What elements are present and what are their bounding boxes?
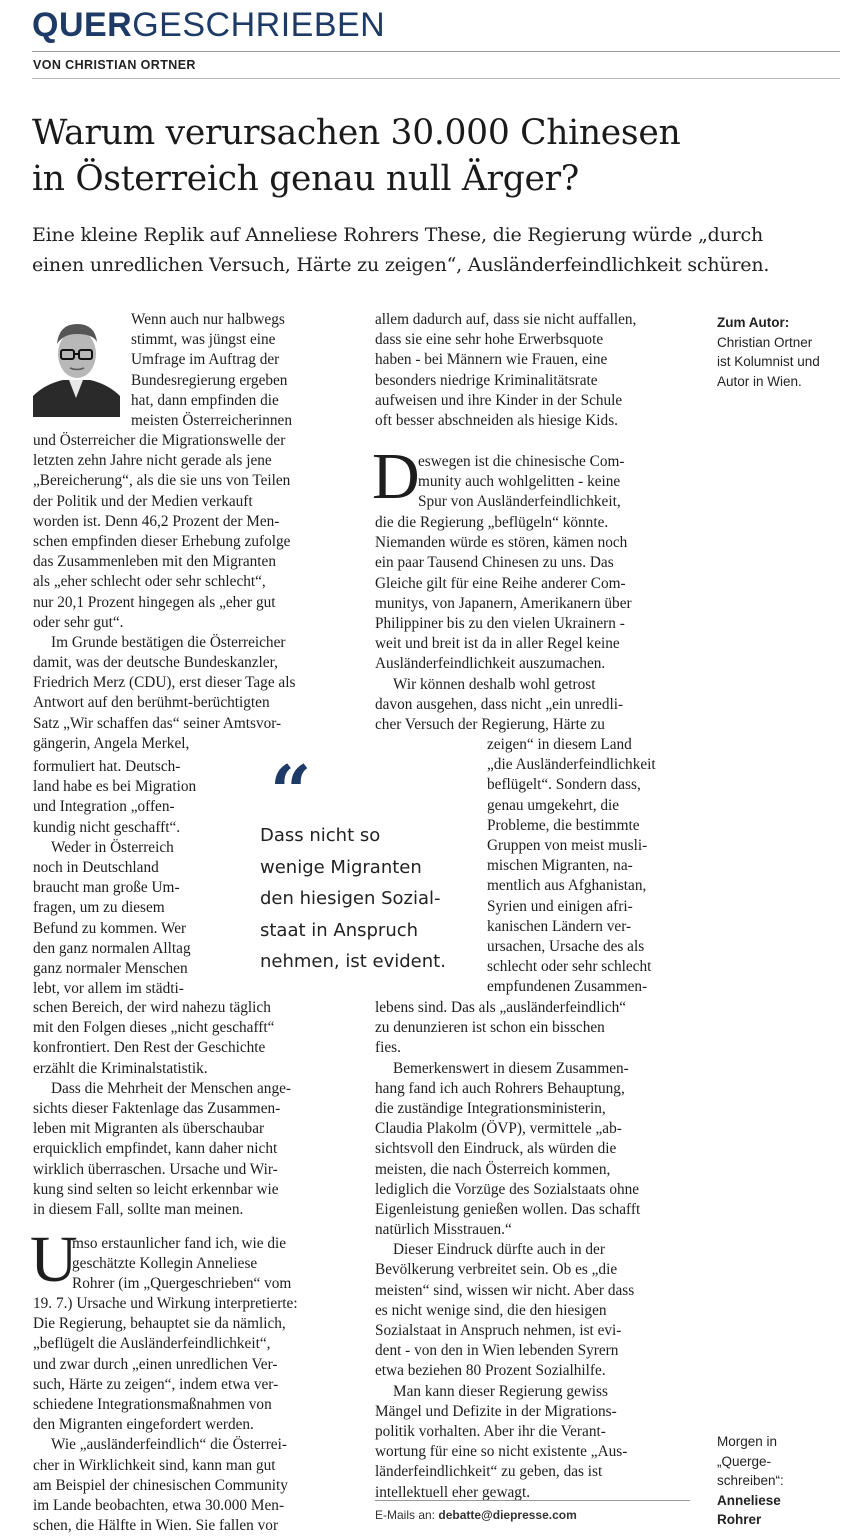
text-line: Weder in Österreich — [51, 838, 174, 856]
text-line: hang fand ich auch Rohrers Behauptung, — [375, 1079, 625, 1097]
author-info-heading: Zum Autor: — [717, 315, 790, 330]
text-line: und Österreicher die Migrationswelle der — [33, 432, 286, 449]
drop-cap-u: U — [30, 1223, 78, 1296]
pull-quote-line: staat in Anspruch — [260, 919, 419, 941]
headline-line: Warum verursachen 30.000 Chinesen — [32, 113, 681, 153]
subhead-line: Eine kleine Replik auf Anneliese Rohrers These, die Regierung würde „durch — [32, 224, 763, 246]
author-portrait — [33, 314, 120, 417]
drop-cap-d: D — [372, 440, 420, 513]
text-line: und zwar durch „einen unredlichen Ver- — [33, 1355, 278, 1373]
article-column-2-top — [375, 310, 636, 431]
article-column-2-bottom — [375, 998, 640, 1503]
text-line: natürlich Misstrauen.“ — [375, 1221, 512, 1239]
text-line: schen empfinden dieser Erhebung zufolge — [33, 532, 291, 550]
text-line: Gleiche gilt für eine Reihe anderer Com- — [375, 574, 626, 592]
text-line: „die Ausländerfeindlichkeit — [487, 756, 656, 774]
text-line: leben mit Migranten als überschaubar — [33, 1120, 265, 1138]
article-column-2-body — [375, 513, 632, 735]
text-line: munity auch wohlgelitten - keine — [418, 473, 621, 491]
text-line: genau umgekehrt, die — [487, 796, 620, 814]
text-line: in diesem Fall, sollte man meinen. — [33, 1200, 244, 1218]
text-line: kundig nicht geschafft“. — [33, 818, 181, 836]
author-info-line: ist Kolumnist und — [717, 354, 820, 369]
text-line: das Zusammenleben mit den Migranten — [33, 553, 276, 571]
article-column-1-dropcap-lines — [72, 1234, 291, 1295]
text-line: Eigenleistung genießen wollen. Das schafft — [375, 1200, 641, 1218]
text-line: kanischen Ländern ver- — [487, 917, 632, 935]
text-line: politik vorhalten. Aber ihr die Verant- — [375, 1422, 606, 1440]
text-line: formuliert hat. Deutsch- — [33, 758, 181, 775]
section-masthead: QUERGESCHRIEBEN — [32, 6, 386, 44]
text-line: meisten, die nach Österreich kommen, — [375, 1160, 611, 1178]
text-line: Sozialstaat in Anspruch nehmen, ist evi- — [375, 1322, 622, 1339]
text-line: es nicht wenige sind, die den hiesigen — [375, 1301, 607, 1319]
text-line: länderfeindlichkeit“ zu geben, das ist — [375, 1463, 603, 1481]
text-line: Gruppen von meist musli- — [487, 836, 648, 854]
email-link[interactable]: debatte@diepresse.com — [438, 1508, 577, 1522]
text-line: 19. 7.) Ursache und Wirkung interpretierte: — [33, 1295, 298, 1312]
author-info — [717, 313, 820, 391]
text-line: munitys, von Japanern, Amerikanern über — [375, 594, 632, 612]
text-line: am Beispiel der chinesischen Community — [33, 1476, 288, 1494]
headline-line: in Österreich genau null Ärger? — [32, 159, 579, 199]
text-line: ein paar Tausend Chinesen zu uns. Das — [375, 554, 614, 572]
text-line: sichts dieser Faktenlage das Zusammen- — [33, 1099, 281, 1117]
text-line: Claudia Plakolm (ÖVP), vermittele „ab- — [375, 1120, 622, 1138]
pull-quote-line: Dass nicht so — [260, 825, 381, 846]
text-line: als „eher schlecht oder sehr schlecht“, — [33, 573, 266, 591]
text-line: konfrontiert. Den Rest der Geschichte — [33, 1039, 266, 1057]
text-line: die die Regierung „beflügeln“ könnte. — [375, 514, 609, 531]
text-line: Umfrage im Auftrag der — [131, 351, 280, 369]
text-line: Mängel und Defizite in der Migrations- — [375, 1402, 617, 1420]
text-line: der Politik und der Medien verkauft — [33, 492, 253, 510]
text-line: Wenn auch nur halbwegs — [131, 311, 285, 328]
text-line: cher in Wirklichkeit sind, kann man gut — [33, 1456, 276, 1474]
author-info-line: Christian Ortner — [717, 334, 813, 350]
subhead — [32, 220, 852, 280]
text-line: fies. — [375, 1039, 401, 1057]
text-line: meisten“ sind, wissen wir nicht. Aber dass — [375, 1281, 635, 1299]
article-column-2-narrow — [487, 735, 656, 997]
next-column-teaser — [717, 1432, 784, 1530]
text-line: etwa beziehen 80 Prozent Sozialhilfe. — [375, 1362, 606, 1380]
text-line: Niemanden würde es stören, kämen noch — [375, 534, 628, 552]
text-line: Bemerkenswert in diesem Zusammen- — [393, 1059, 629, 1077]
text-line: mentlich aus Afghanistan, — [487, 877, 647, 895]
text-line: mischen Migranten, na- — [487, 857, 633, 875]
text-line: fragen, um zu diesem — [33, 899, 165, 917]
text-line: schlecht oder sehr schlecht — [487, 958, 652, 976]
text-line: schen, die Hälfte in Wien. Sie fallen vor — [33, 1517, 279, 1535]
text-line: lediglich die Vorzüge des Sozialstaats ohne — [375, 1180, 640, 1198]
text-line: oder sehr gut“. — [33, 613, 124, 631]
text-line: Bundesregierung ergeben — [131, 371, 288, 389]
text-line: ganz normaler Menschen — [33, 959, 188, 977]
text-line: erquicklich empfindet, kann daher nicht — [33, 1140, 278, 1158]
text-line: mso erstaunlicher fand ich, wie die — [72, 1235, 287, 1252]
footer-rule — [375, 1500, 690, 1501]
text-line: beflügelt“. Sondern dass, — [487, 776, 641, 794]
text-line: Wir können deshalb wohl getrost — [393, 675, 596, 693]
text-line: aufweisen und ihre Kinder in der Schule — [375, 391, 623, 409]
text-line: besonders niedrige Kriminalitätsrate — [375, 371, 598, 389]
pull-quote-line: wenige Migranten — [260, 856, 422, 878]
text-line: Bevölkerung verbreitet sein. Ob es „die — [375, 1261, 618, 1279]
article-column-2-dropcap-lines — [418, 452, 624, 513]
text-line: hat, dann empfinden die — [131, 391, 279, 409]
text-line: „Bereicherung“, als die sie uns von Teilen — [33, 472, 291, 490]
text-line: Die Regierung, behauptet sie da nämlich, — [33, 1315, 286, 1333]
headline — [32, 110, 852, 202]
article-column-1-bottom — [33, 1294, 298, 1536]
author-info-line: Autor in Wien. — [717, 373, 802, 389]
text-line: damit, was der deutsche Bundeskanzler, — [33, 654, 278, 672]
text-line: allem dadurch auf, dass sie nicht auffallen, — [375, 311, 637, 328]
article-column-1-narrow — [33, 757, 196, 999]
text-line: im Lande beobachten, etwa 30.000 Men- — [33, 1496, 285, 1514]
text-line: wortung für eine so nicht existente „Aus- — [375, 1443, 628, 1461]
text-line: kung sind selten so leicht erkennbar wie — [33, 1180, 279, 1198]
text-line: letzten zehn Jahre nicht gerade als jene — [33, 452, 272, 470]
text-line: Im Grunde bestätigen die Österreicher — [51, 633, 286, 651]
text-line: Dass die Mehrheit der Menschen ange- — [51, 1079, 291, 1097]
teaser-author: Rohrer — [717, 1512, 762, 1527]
text-line: braucht man große Um- — [33, 879, 180, 897]
text-line: Ausländerfeindlichkeit auszumachen. — [375, 655, 606, 673]
text-line: noch in Deutschland — [33, 858, 159, 876]
text-line: davon ausgehen, dass nicht „ein unredli- — [375, 695, 624, 713]
text-line: Philippiner bis zu den vielen Ukrainern - — [375, 614, 625, 632]
article-column-1-top — [131, 310, 292, 431]
text-line: zu denunzieren ist schon ein bisschen — [375, 1019, 605, 1037]
text-line: Satz „Wir schaffen das“ seiner Amtsvor- — [33, 714, 282, 732]
text-line: Syrien und einigen afri- — [487, 897, 633, 915]
text-line: sichtsvoll den Eindruck, als würden die — [375, 1140, 617, 1158]
text-line: die zuständige Integrationsministerin, — [375, 1099, 606, 1117]
text-line: den Migranten eingefordert werden. — [33, 1416, 254, 1434]
text-line: Probleme, die bestimmte — [487, 816, 640, 834]
text-line: schiedene Integrationsmaßnahmen von — [33, 1395, 272, 1413]
pull-quote-line: den hiesigen Sozial- — [260, 888, 441, 909]
text-line: eswegen ist die chinesische Com- — [418, 453, 625, 470]
article-column-1-body — [33, 431, 295, 754]
subhead-line: einen unredlichen Versuch, Härte zu zeigen“, Ausländerfeindlichkeit schüren. — [32, 254, 770, 276]
pull-quote — [260, 820, 446, 978]
text-line: such, Härte zu zeigen“, indem etwa ver- — [33, 1375, 279, 1393]
teaser-line: Morgen in — [717, 1434, 778, 1449]
text-line: wirklich überraschen. Ursache und Wir- — [33, 1160, 278, 1178]
email-label: E-Mails an: — [375, 1508, 436, 1522]
byline: VON CHRISTIAN ORTNER — [33, 58, 196, 72]
text-line: „beflügelt die Ausländerfeindlichkeit“, — [33, 1335, 271, 1353]
text-line: land habe es bei Migration — [33, 778, 197, 796]
text-line: lebt, vor allem im städti- — [33, 980, 184, 998]
text-line: meisten Österreicherinnen — [131, 411, 292, 429]
text-line: stimmt, was jüngst eine — [131, 331, 276, 349]
text-line: lebens sind. Das als „ausländerfeindlich“ — [375, 999, 627, 1016]
text-line: ursachen, Ursache des als — [487, 937, 645, 955]
text-line: nur 20,1 Prozent hingegen als „eher gut — [33, 593, 276, 611]
text-line: den ganz normalen Alltag — [33, 939, 191, 957]
text-line: gängerin, Angela Merkel, — [33, 734, 190, 752]
text-line: mit den Folgen dieses „nicht geschafft“ — [33, 1019, 275, 1037]
byline-rule — [32, 78, 840, 79]
text-line: Rohrer (im „Quergeschrieben“ vom — [72, 1275, 292, 1293]
text-line: Wie „ausländerfeindlich“ die Österrei- — [51, 1436, 287, 1454]
text-line: empfundenen Zusammen- — [487, 978, 648, 996]
pull-quote-line: nehmen, ist evident. — [260, 951, 446, 972]
text-line: Befund zu kommen. Wer — [33, 919, 187, 937]
text-line: Dieser Eindruck dürfte auch in der — [393, 1241, 605, 1259]
masthead-rule — [32, 51, 840, 52]
text-line: Friedrich Merz (CDU), erst dieser Tage als — [33, 674, 296, 692]
text-line: worden ist. Denn 46,2 Prozent der Men- — [33, 512, 280, 530]
text-line: haben - bei Männern wie Frauen, eine — [375, 351, 608, 369]
text-line: cher Versuch der Regierung, Härte zu — [375, 715, 605, 733]
text-line: schen Bereich, der wird nahezu täglich — [33, 999, 271, 1016]
text-line: oft besser abschneiden als hiesige Kids. — [375, 411, 618, 429]
text-line: Antwort auf den berühmt-berüchtigten — [33, 694, 270, 712]
article-column-1-lower — [33, 998, 291, 1220]
text-line: dass sie eine sehr hohe Erwerbsquote — [375, 331, 604, 349]
text-line: erzählt die Kriminalstatistik. — [33, 1059, 208, 1077]
text-line: weit und breit ist da in aller Regel keine — [375, 635, 620, 653]
text-line: und Integration „offen- — [33, 798, 175, 816]
quote-icon: “ — [270, 749, 312, 834]
text-line: Man kann dieser Regierung gewiss — [393, 1382, 608, 1400]
text-line: dent - von den in Wien lebenden Syrern — [375, 1342, 619, 1360]
teaser-line: schreiben“: — [717, 1473, 784, 1488]
email-contact — [375, 1508, 577, 1522]
text-line: zeigen“ in diesem Land — [487, 736, 632, 753]
teaser-author: Anneliese — [717, 1492, 781, 1508]
teaser-line: „Querge- — [717, 1453, 772, 1469]
text-line: Spur von Ausländerfeindlichkeit, — [418, 493, 621, 511]
text-line: intellektuell eher gewagt. — [375, 1483, 531, 1501]
text-line: geschätzte Kollegin Anneliese — [72, 1255, 258, 1273]
